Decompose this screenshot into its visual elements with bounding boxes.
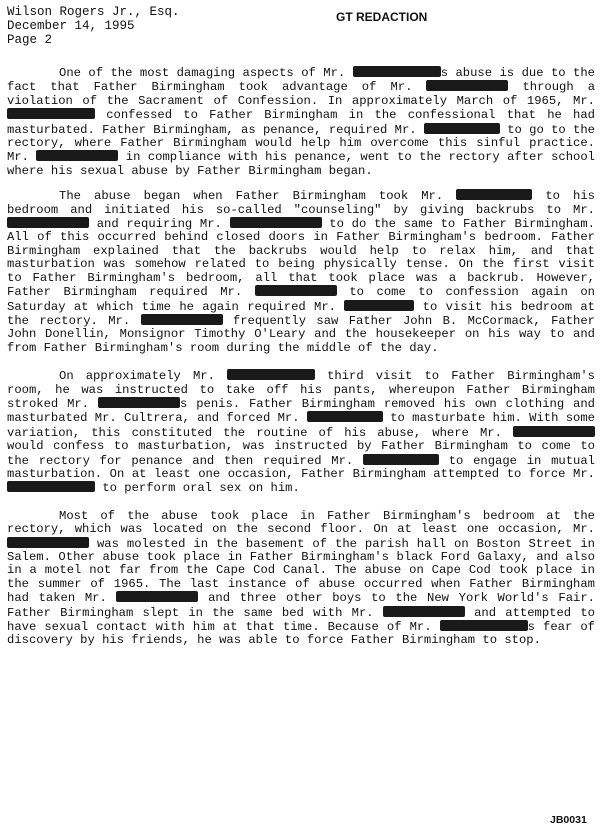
text-run: to his bedroom and initiated his so-called "counseling" by giving backrubs to Mr. <box>7 189 595 217</box>
redaction-bar <box>230 217 322 228</box>
text-run: One of the most damaging aspects of Mr. <box>59 66 353 80</box>
text-run: s fear of discovery by his friends, he was able to force Father Birmingham to stop. <box>7 620 595 648</box>
text-run: through a violation of the Sacrament of Confession. In approximately March of 1965, Mr. <box>7 80 596 108</box>
text-run: s abuse is due to the fact that Father Birmingham took advantage of Mr. <box>7 66 595 95</box>
redaction-bar <box>7 537 89 548</box>
redaction-bar <box>7 217 89 228</box>
text-run: to engage in mutual masturbation. On at least one occasion, Father Birmingham attempted to force Mr. <box>7 453 595 481</box>
redaction-bar <box>116 591 198 602</box>
paragraph-2 <box>7 189 595 355</box>
redaction-bar <box>513 426 595 437</box>
text-run: to visit his bedroom at the rectory. Mr. <box>7 299 595 328</box>
text-run: confessed to Father Birmingham in the confessional that he had masturbated. Father Birmingham, as penance, required Mr. <box>7 108 595 137</box>
text-run: to come to confession again on Saturday at which time he again required Mr. <box>7 285 595 314</box>
redaction-bar <box>344 300 414 311</box>
text-run: and three other boys to the New York World's Fair. Father Birmingham slept in the same bed with Mr. <box>7 591 595 620</box>
redaction-bar <box>456 189 532 200</box>
letter-header <box>7 5 180 47</box>
letter-date: December 14, 1995 <box>7 19 135 33</box>
text-run: On approximately Mr. <box>59 369 227 384</box>
paragraph-3 <box>7 369 595 496</box>
redaction-bar <box>7 481 95 492</box>
paragraph-1 <box>7 66 595 178</box>
page-number: Page 2 <box>7 33 53 47</box>
redaction-bar <box>383 606 465 617</box>
redaction-bar <box>426 80 508 91</box>
text-run: was molested in the basement of the parish hall on Boston Street in Salem. Other abuse took place in Father Birmingham's black Ford Galaxy, and also in a motel not far from the Cape Cod Canal. The abuse on Cape Cod took place in the summer of 1965. The last instance of abuse occurred when Father Birmingham had taken Mr. <box>7 536 595 606</box>
redaction-bar <box>353 66 441 77</box>
redaction-bar <box>307 411 383 422</box>
recipient-name: Wilson Rogers Jr., Esq. <box>7 5 180 19</box>
text-run: s penis. Father Birmingham removed his own clothing and masturbated Mr. Cultrera, and forced Mr. <box>7 396 595 426</box>
redaction-bar <box>98 397 180 408</box>
text-run: to perform oral sex on him. <box>95 481 300 496</box>
text-run: The abuse began when Father Birmingham took Mr. <box>59 189 457 204</box>
text-run: third visit to Father Birmingham's room, he was instructed to take off his pants, whereupon Father Birmingham stroked Mr. <box>7 369 595 411</box>
redaction-bar <box>363 454 439 465</box>
paragraph-4 <box>7 510 595 648</box>
text-run: Most of the abuse took place in Father Birmingham's bedroom at the rectory, which was located on the second floor. On at least one occasion, Mr. <box>7 508 595 537</box>
redaction-bar <box>7 108 95 119</box>
text-run: to go to the rectory, where Father Birmingham would help him overcome this sinful practice. Mr. <box>7 122 595 165</box>
letter-body <box>7 66 595 662</box>
redaction-bar <box>440 620 528 631</box>
text-run: and requiring Mr. <box>89 217 230 232</box>
text-run: and attempted to have sexual contact with him at that time. Because of Mr. <box>7 605 595 635</box>
redaction-bar <box>424 123 500 134</box>
text-run: in compliance with his penance, went to the rectory after school where his sexual abuse by Father Birmingham began. <box>7 150 595 178</box>
redaction-bar <box>141 314 223 325</box>
redaction-bar <box>255 285 337 296</box>
bates-number: JB0031 <box>550 814 587 826</box>
redaction-stamp: GT REDACTION <box>336 10 428 24</box>
redaction-bar <box>36 150 118 161</box>
redaction-bar <box>227 369 315 380</box>
text-run: to do the same to Father Birmingham. All of this occurred behind closed doors in Father Birmingham's bedroom. Father Birmingham explained that the backrubs would help to relax him, and that masturbation was somehow related to being physically tense. On the first visit to Father Birmingham's bedroom, all that took place was a backrub. However, Father Birmingham required Mr. <box>7 217 595 300</box>
text-run: would confess to masturbation, was instructed by Father Birmingham to come to the rectory for penance and then required Mr. <box>7 439 595 468</box>
text-run: frequently saw Father John B. McCormack, Father John Donellin, Monsignor Timothy O'Leary and the housekeeper on his way to and from Father Birmingham's room during the middle of the day. <box>7 313 595 355</box>
text-run: to masturbate him. With some variation, this constituted the routine of his abuse, where Mr. <box>7 411 595 440</box>
